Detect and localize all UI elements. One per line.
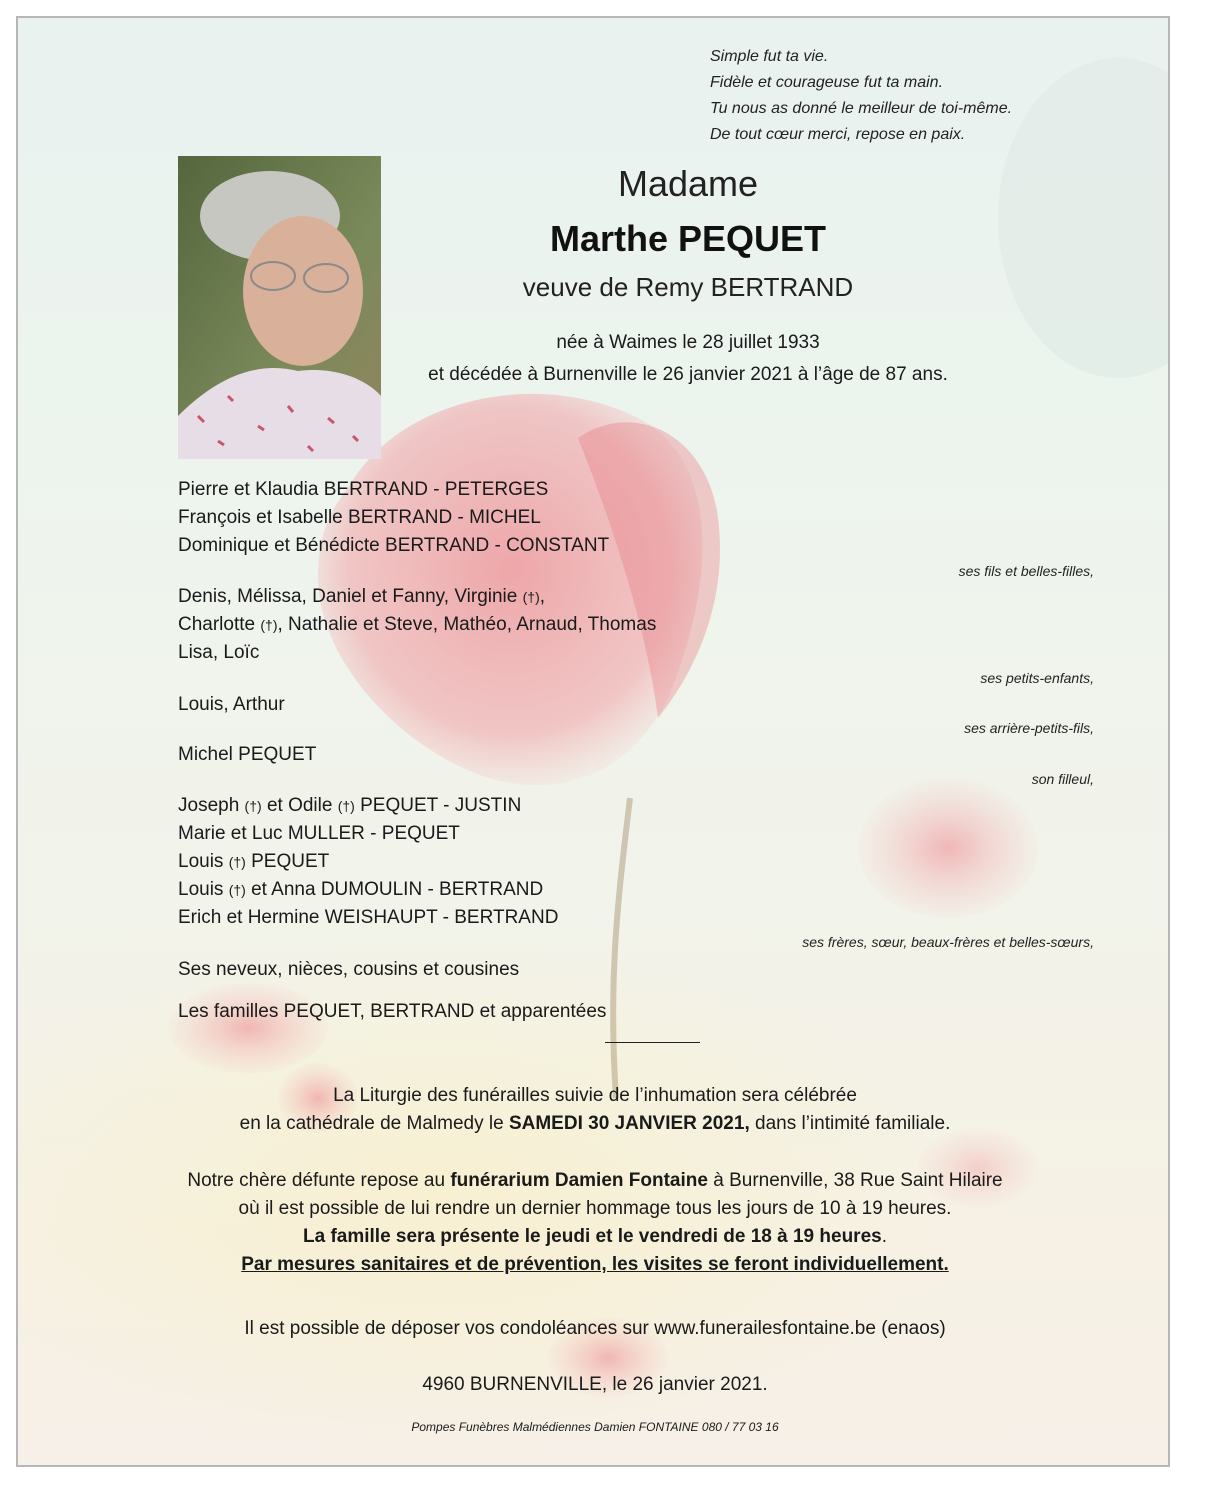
families-line: Les familles PEQUET, BERTRAND et apparentées xyxy=(178,1001,607,1022)
funeral-home-footer: Pompes Funèbres Malmédiennes Damien FONTAINE 080 / 77 03 16 xyxy=(411,1420,779,1434)
cross-symbol: (†) xyxy=(337,798,355,814)
condolences-line: Il est possible de déposer vos condoléances sur www.funerailesfontaine.be (enaos) xyxy=(244,1318,946,1339)
nephews-line: Ses neveux, nièces, cousins et cousines xyxy=(178,959,520,980)
cross-symbol: (†) xyxy=(228,882,246,898)
family-line: Pierre et Klaudia BERTRAND - PETERGES xyxy=(178,479,549,500)
family-line: Lisa, Loïc xyxy=(178,642,260,663)
ceremony-line: en la cathédrale de Malmedy le SAMEDI 30 JANVIER 2021, dans l’intimité familiale. xyxy=(239,1113,951,1134)
deceased-name: Marthe PEQUET xyxy=(549,218,827,259)
visit-line: La famille sera présente le jeudi et le vendredi de 18 à 19 heures. xyxy=(303,1226,887,1247)
place-date: 4960 BURNENVILLE, le 26 janvier 2021. xyxy=(422,1374,768,1395)
widow-of: veuve de Remy BERTRAND xyxy=(522,272,854,302)
relation-label: ses frères, sœur, beaux-frères et belles-sœurs, xyxy=(802,934,1094,950)
cross-symbol: (†) xyxy=(228,854,246,870)
godson: Michel PEQUET xyxy=(178,744,317,765)
poem-line: Simple fut ta vie. xyxy=(710,48,829,65)
family-line: Denis, Mélissa, Daniel et Fanny, Virginie (†), xyxy=(178,586,546,607)
visit-info xyxy=(18,1167,1170,1279)
relation-label: ses arrière-petits-fils, xyxy=(964,720,1094,736)
honorific: Madame xyxy=(617,163,759,204)
cross-symbol: (†) xyxy=(244,798,262,814)
divider xyxy=(605,1042,700,1043)
death-notice-card xyxy=(16,16,1170,1467)
family-line: Joseph (†) et Odile (†) PEQUET - JUSTIN xyxy=(178,795,522,816)
relation-label: ses petits-enfants, xyxy=(980,670,1094,686)
poem-line: Fidèle et courageuse fut ta main. xyxy=(710,74,944,91)
family-line: Louis (†) et Anna DUMOULIN - BERTRAND xyxy=(178,879,544,900)
poem-line: Tu nous as donné le meilleur de toi-même. xyxy=(710,100,1013,117)
death-info: et décédée à Burnenville le 26 janvier 2021 à l’âge de 87 ans. xyxy=(428,364,948,385)
family-line: Charlotte (†), Nathalie et Steve, Mathéo, Arnaud, Thomas xyxy=(178,614,657,635)
poem xyxy=(710,44,1012,148)
relation-label: son filleul, xyxy=(1031,771,1094,787)
birth-info: née à Waimes le 28 juillet 1933 xyxy=(556,332,820,353)
family-line: François et Isabelle BERTRAND - MICHEL xyxy=(178,507,541,528)
great-grandchildren-list: Louis, Arthur xyxy=(178,694,285,715)
cross-symbol: (†) xyxy=(260,617,278,633)
grandchildren-list xyxy=(178,583,656,667)
relation-label: ses fils et belles-filles, xyxy=(958,563,1094,579)
poem-line: De tout cœur merci, repose en paix. xyxy=(710,126,966,143)
siblings-list xyxy=(178,792,558,932)
family-line: Marie et Luc MULLER - PEQUET xyxy=(178,823,460,844)
family-line: Erich et Hermine WEISHAUPT - BERTRAND xyxy=(178,907,559,928)
visit-line: où il est possible de lui rendre un dernier hommage tous les jours de 10 à 19 heures. xyxy=(238,1198,952,1219)
visit-line: Notre chère défunte repose au funérarium Damien Fontaine à Burnenville, 38 Rue Saint Hilaire xyxy=(187,1170,1003,1191)
sanitary-notice: Par mesures sanitaires et de prévention, les visites se feront individuellement. xyxy=(241,1254,949,1275)
family-line: Louis (†) PEQUET xyxy=(178,851,330,872)
family-line: Dominique et Bénédicte BERTRAND - CONSTANT xyxy=(178,535,610,556)
ceremony-line: La Liturgie des funérailles suivie de l’inhumation sera célébrée xyxy=(333,1085,857,1106)
cross-symbol: (†) xyxy=(522,589,540,605)
ceremony-info xyxy=(18,1082,1170,1138)
sons-list xyxy=(178,476,609,560)
